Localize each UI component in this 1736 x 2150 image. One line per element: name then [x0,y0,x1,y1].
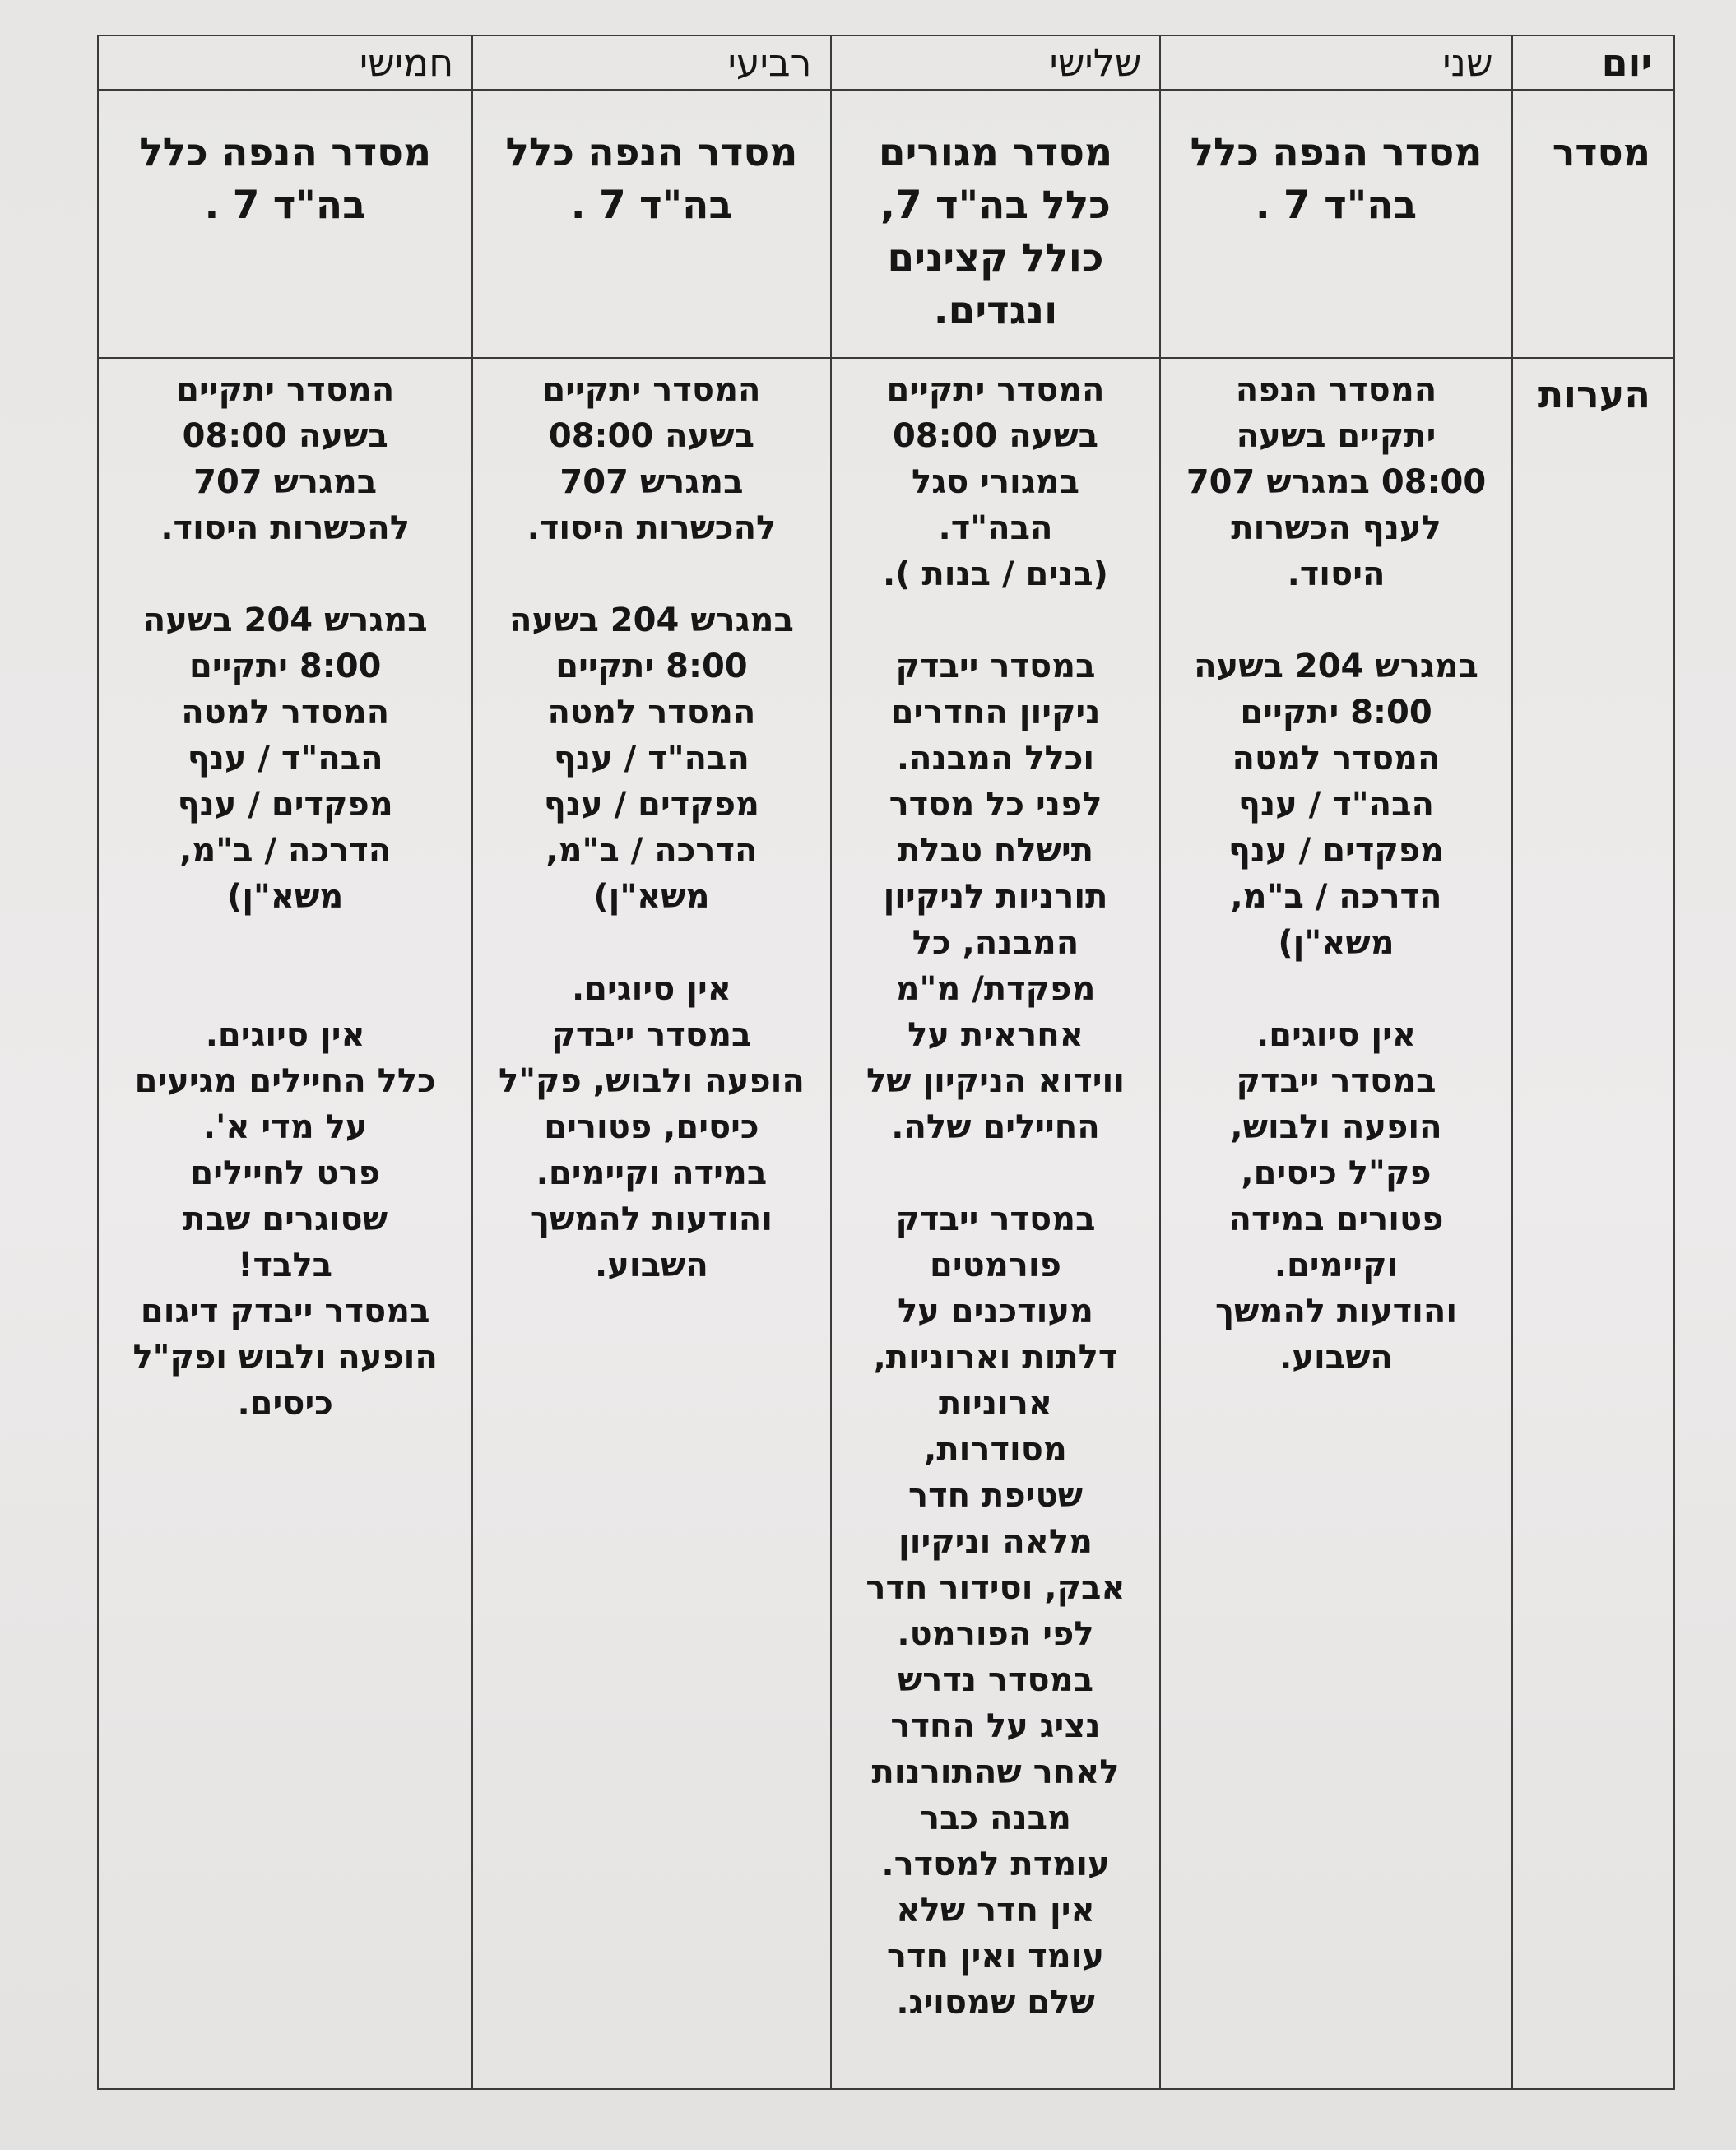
row-label-parade: מסדר [1512,90,1674,358]
header-thursday: חמישי [98,35,472,90]
parade-thursday: מסדר הנפה כלל בה"ד 7 . [98,90,472,358]
row-label-notes: הערות [1512,358,1674,2089]
header-day: יום [1512,35,1674,90]
parade-row [98,90,1674,358]
notes-tuesday: המסדר יתקיים בשעה 08:00 במגורי סגל הבה"ד. (בנים / בנות ). במסדר ייבדק ניקיון החדרים וכלל המבנה. לפני כל מסדר תישלח טבלת תורניות לניקיון המבנה, כל מפקדת/ מ"מ אחראית על ווידוא הניקיון של החיילים שלה. במסדר ייבדק פורמטים מעודכנים על דלתות וארוניות, ארוניות מסודרות, שטיפת חדר מלאה וניקיון אבק, וסידור חדר לפי הפורמט. במסדר נדרש נציג על החדר לאחר שהתורנות מבנה כבר עומדת למסדר. אין חדר שלא עומד ואין חדר שלם שמסויג. [831,358,1161,2089]
parade-wednesday: מסדר הנפה כלל בה"ד 7 . [472,90,830,358]
header-monday: שני [1160,35,1511,90]
parade-monday: מסדר הנפה כלל בה"ד 7 . [1160,90,1511,358]
parade-tuesday: מסדר מגורים כלל בה"ד 7, כולל קצינים ונגדים. [831,90,1161,358]
notes-thursday: המסדר יתקיים בשעה 08:00 במגרש 707 להכשרות היסוד. במגרש 204 בשעה 8:00 יתקיים המסדר למטה הבה"ד / ענף מפקדים / ענף הדרכה / ב"מ, משא"ן) אין סיוגים. כלל החיילים מגיעים על מדי א'. פרט לחיילים שסוגרים שבת בלבד! במסדר ייבדק דיגום הופעה ולבוש ופק"ל כיסים. [98,358,472,2089]
notes-row [98,358,1674,2089]
header-row [98,35,1674,90]
notes-wednesday: המסדר יתקיים בשעה 08:00 במגרש 707 להכשרות היסוד. במגרש 204 בשעה 8:00 יתקיים המסדר למטה הבה"ד / ענף מפקדים / ענף הדרכה / ב"מ, משא"ן) אין סיוגים. במסדר ייבדק הופעה ולבוש, פק"ל כיסים, פטורים במידה וקיימים. והודעות להמשך השבוע. [472,358,830,2089]
weekly-parade-schedule-table [97,35,1675,2090]
header-wednesday: רביעי [472,35,830,90]
header-tuesday: שלישי [831,35,1161,90]
notes-monday: המסדר הנפה יתקיים בשעה 08:00 במגרש 707 לענף הכשרות היסוד. במגרש 204 בשעה 8:00 יתקיים המסדר למטה הבה"ד / ענף מפקדים / ענף הדרכה / ב"מ, משא"ן) אין סיוגים. במסדר ייבדק הופעה ולבוש, פק"ל כיסים, פטורים במידה וקיימים. והודעות להמשך השבוע. [1160,358,1511,2089]
